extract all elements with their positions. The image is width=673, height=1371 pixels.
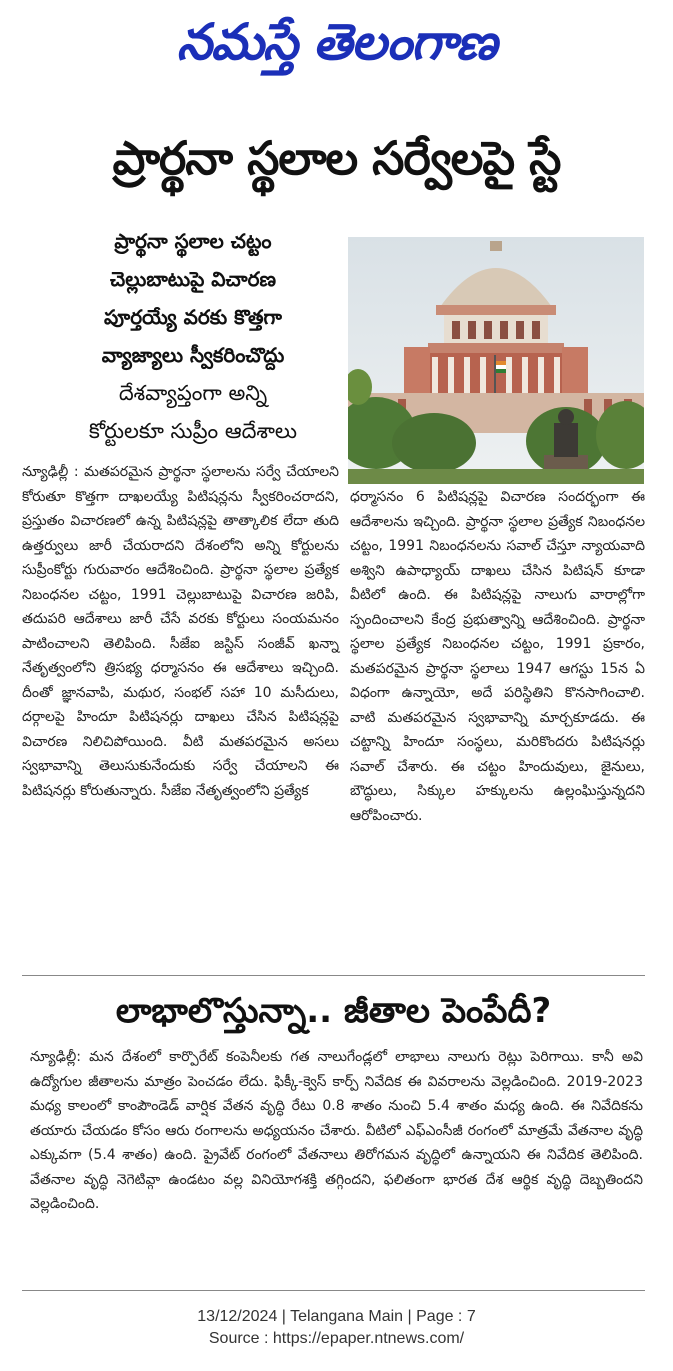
footer-date-page: 13/12/2024 | Telangana Main | Page : 7: [197, 1308, 476, 1325]
article-column-left: న్యూఢిల్లీ : మతపరమైన ప్రార్థనా స్థలాలను సర్వే చేయాలని కోరుతూ కొత్తగా దాఖలయ్యే పిటిషన్లను స్వీకరించరాదని, ప్రస్తుతం విచారణలో ఉన్న పిటిషన్లపై తాత్కాలిక లేదా తుది ఉత్తర్వులు జారీ చేయరాదని దేశంలోని అన్ని కోర్టులను సుప్రీంకోర్టు గురువారం ఆదేశించింది. ప్రార్థనా స్థలాల ప్రత్యేక నిబంధనల చట్టం, 1991 చెల్లుబాటుపై విచారణ జరిపి, తదుపరి ఆదేశాలు జారీ చేసే వరకు కోర్టులు సంయమనం పాటించాలని తెలిపింది. సీజేఐ జస్టిస్ సంజీవ్ ఖన్నా నేతృత్వంలోని త్రిసభ్య ధర్మాసనం ఈ ఆదేశాలు ఇచ్చింది. దీంతో జ్ఞానవాపి, మథుర, సంభల్ సహా 10 మసీదులు, దర్గాలపై హిందూ పిటిషనర్లు దాఖలు చేసిన పిటిషన్లపై విచారణ నిలిచిపోయింది. వీటి మతపరమైన అసలు స్వభావాన్ని తెలుసుకునేందుకు సర్వే చేయాలని ఈ పిటిషనర్లు కోరుతున్నారు. సీజేఐ నేతృత్వంలోని ప్రత్యేక: [22, 464, 339, 799]
second-headline: లాభాలొస్తున్నా.. జీతాల పెంపేదీ?: [115, 991, 552, 1031]
deck-line: పూర్తయ్యే వరకు కొత్తగా: [104, 305, 282, 329]
deck-line: కోర్టులకూ సుప్రీం ఆదేశాలు: [88, 419, 298, 443]
supreme-court-photo: [348, 237, 644, 484]
footer-divider: [22, 1290, 645, 1291]
article-column-right: ధర్మాసనం 6 పిటిషన్లపై విచారణ సందర్భంగా ఈ ఆదేశాలను ఇచ్చింది. ప్రార్థనా స్థలాల ప్రత్యేక నిబంధనల చట్టం, 1991 నిబంధనలను సవాల్ చేస్తూ న్యాయవాది అశ్విని ఉపాధ్యాయ్ దాఖలు చేసిన పిటిషన్ కూడా వీటిలో ఉంది. ఈ పిటిషన్లపై నాలుగు వారాల్లోగా స్పందించాలని కేంద్ర ప్రభుత్వాన్ని ఆదేశించింది. ప్రార్థనా స్థలాల ప్రత్యేక నిబంధనల చట్టం, 1991 ప్రకారం, మతపరమైన ప్రార్థనా స్థలాలు 1947 ఆగస్టు 15న ఏ విధంగా ఉన్నాయో, అదే పరిస్థితిని కొనసాగించాలి. వాటి మతపరమైన స్వభావాన్ని మార్చకూడదు. ఈ చట్టాన్ని హిందూ సంస్థలు, మరికొందరు పిటిషనర్లు సవాల్ చేశారు. ఈ చట్టం హిందువులు, జైనులు, బౌద్ధులు, సిక్కుల హక్కులను ఉల్లంఘిస్తున్నదని ఆరోపించారు.: [350, 489, 645, 824]
second-article-body: న్యూఢిల్లీ: మన దేశంలో కార్పొరేట్ కంపెనీలకు గత నాలుగేండ్లలో లాభాలు నాలుగు రెట్లు పెరిగాయి. కానీ అవి ఉద్యోగుల జీతాలను మాత్రం పెంచడం లేదు. ఫిక్కీ-క్వెస్ కార్ప్ నివేదిక ఈ వివరాలను వెల్లడించింది. 2019-2023 మధ్య కాలంలో కాంపౌండెడ్ వార్షిక వేతన వృద్ధి రేటు 0.8 శాతం నుంచి 5.4 శాతం మధ్య ఉంది. ఈ నివేదికను తయారు చేయడం కోసం ఆరు రంగాలను అధ్యయనం చేశారు. వీటిలో ఎఫ్ఎంసీజీ రంగంలో మాత్రమే వేతనాల వృద్ధి ఎక్కువగా (5.4 శాతం) ఉంది. ప్రైవేట్ రంగంలో వేతనాలు తిరోగమన వృద్ధిలో ఉన్నాయని ఈ నివేదిక తెలిపింది. వేతనాల వృద్ధి నెగెటివ్గా ఉండటం వల్ల వినియోగశక్తి తగ్గిందని, ఫలితంగా భారత దేశ ఆర్థిక వృద్ధి దెబ్బతిందని వెల్లడించింది.: [30, 1049, 643, 1212]
headline-deck: [48, 222, 338, 450]
deck-line: చెల్లుబాటుపై విచారణ: [110, 267, 276, 291]
page-footer: [0, 1306, 673, 1350]
supreme-court-building-illustration: [348, 237, 644, 484]
deck-line: వ్యాజ్యాలు స్వీకరించొద్దు: [101, 343, 285, 367]
footer-source: Source : https://epaper.ntnews.com/: [208, 1330, 465, 1347]
main-headline: ప్రార్థనా స్థలాల సర్వేలపై స్టే: [112, 131, 561, 185]
section-divider: [22, 975, 645, 976]
deck-line: దేశవ్యాప్తంగా అన్ని: [118, 381, 268, 405]
deck-line: ప్రార్థనా స్థలాల చట్టం: [114, 229, 272, 253]
masthead-logo: నమస్తే తెలంగాణ: [176, 13, 497, 71]
